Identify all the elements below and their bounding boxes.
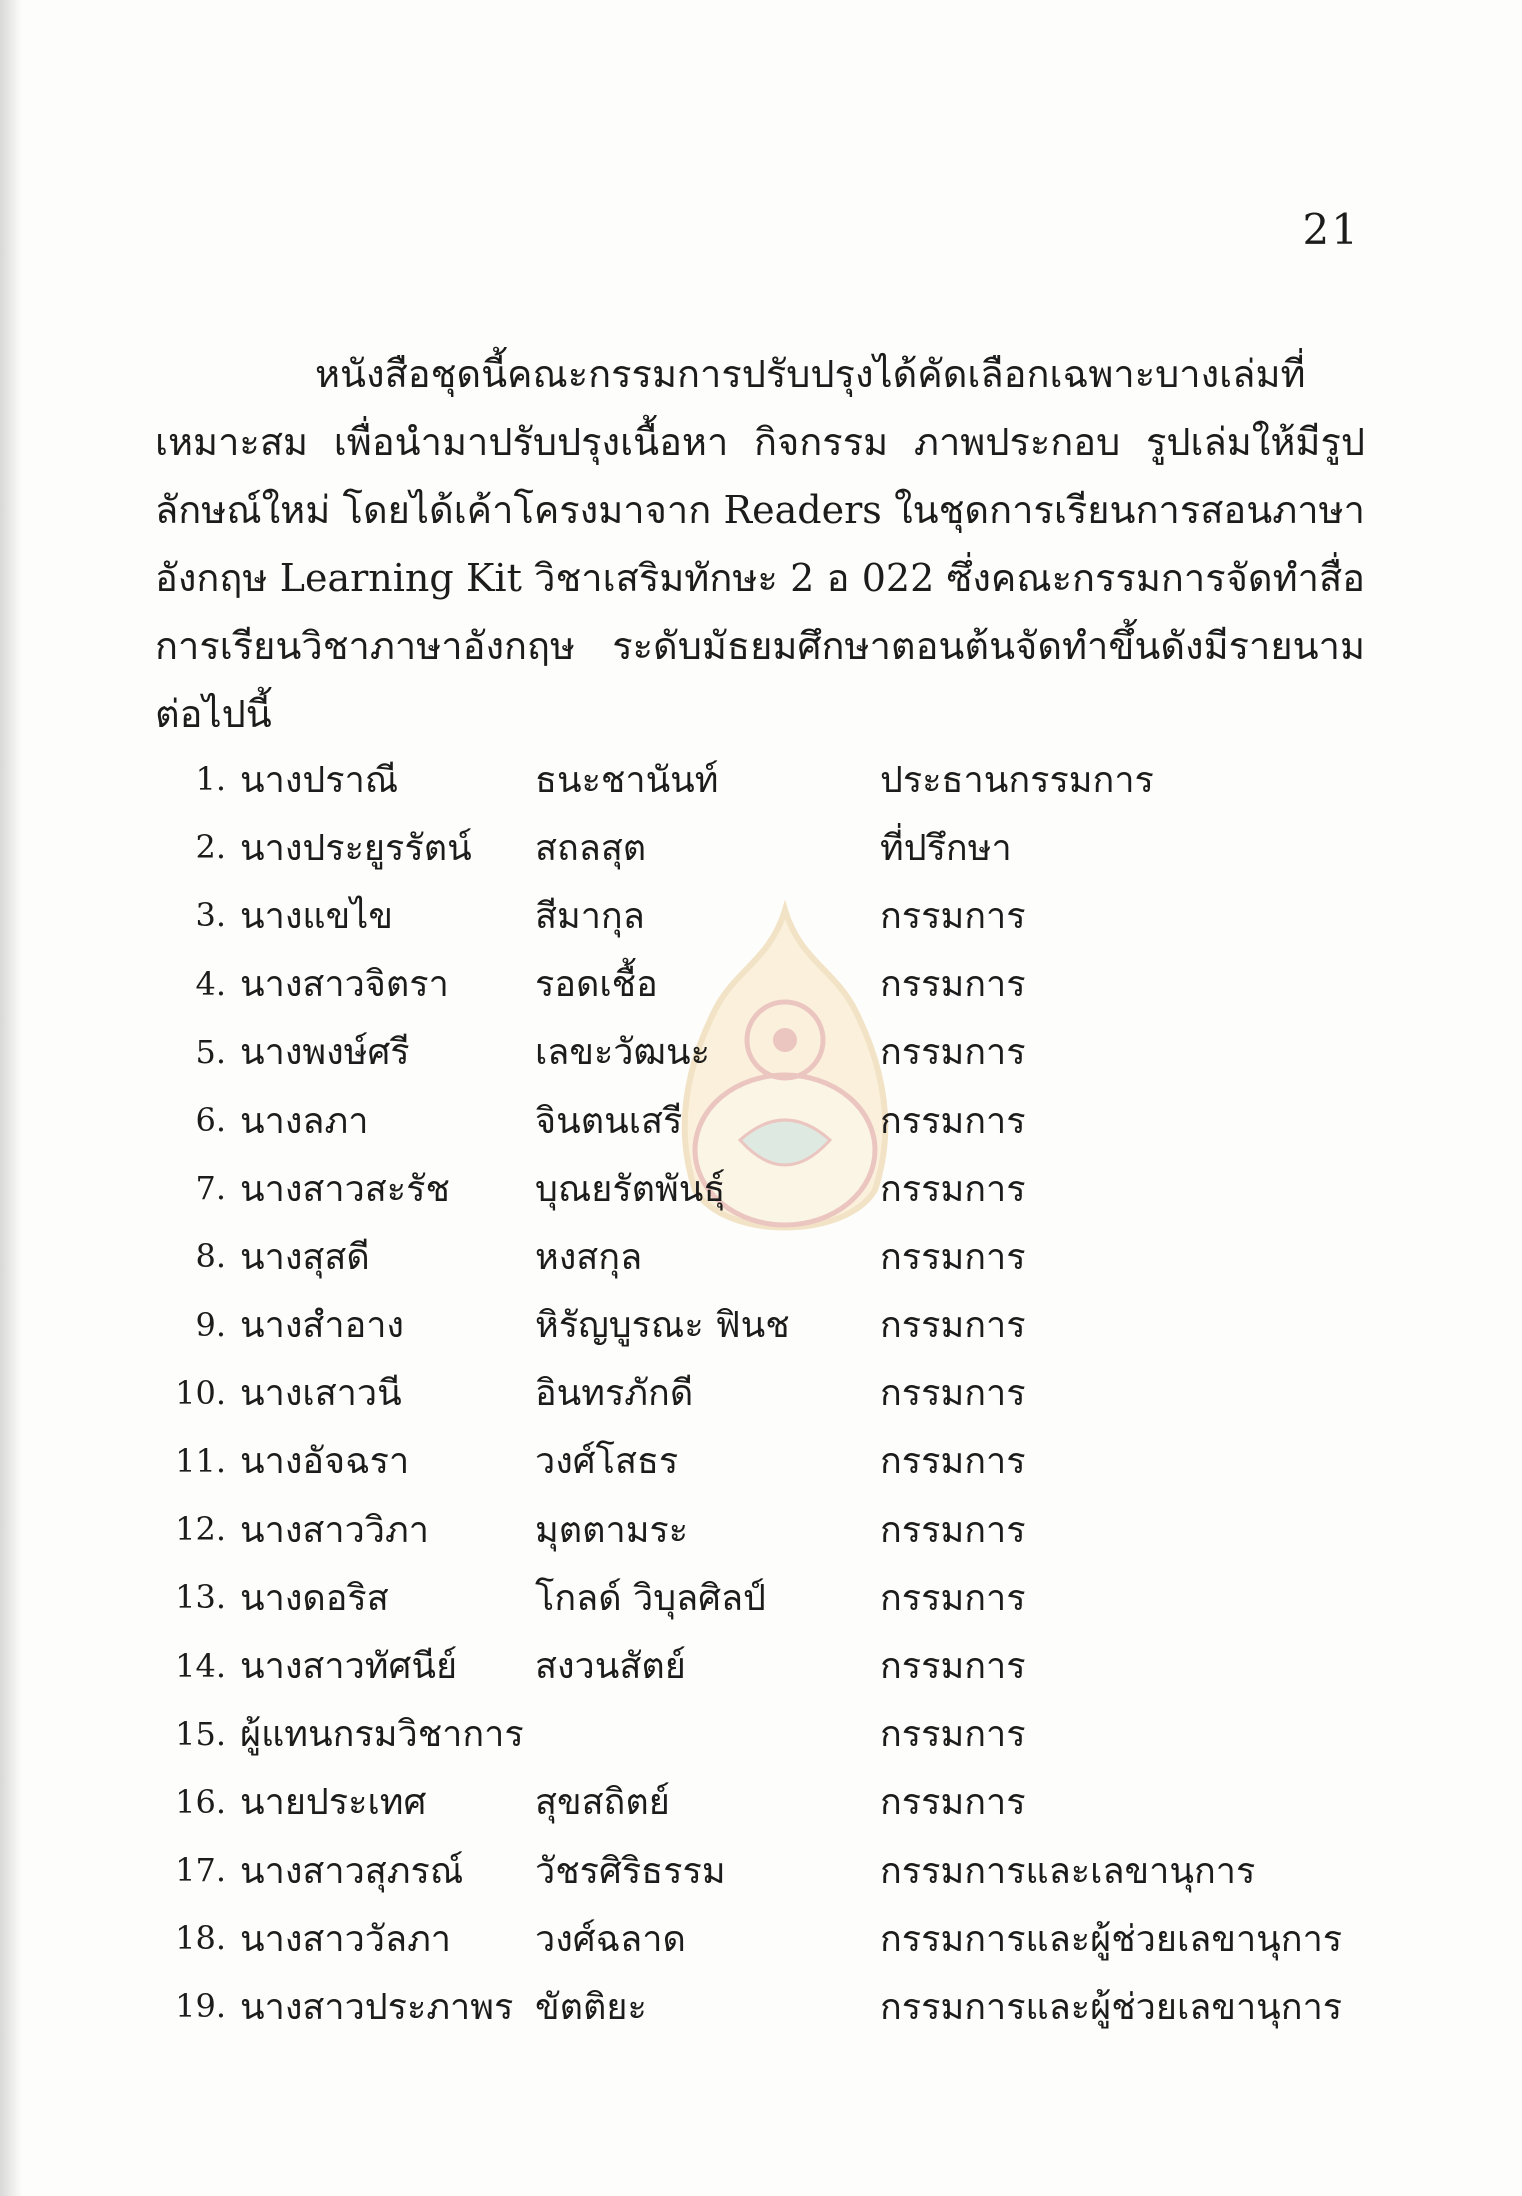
member-last-name: เลขะวัฒนะ [535,1032,710,1074]
committee-row [150,1359,1390,1427]
member-role: กรรมการ [880,1782,1026,1824]
member-first-name: นางสาวทัศนีย์ [240,1646,458,1688]
member-role: กรรมการ [880,1646,1026,1688]
member-role: กรรมการ [880,1236,1026,1278]
member-role: กรรมการ [880,1305,1026,1347]
member-last-name: วัชรศิริธรรม [535,1850,726,1892]
committee-row [150,881,1390,949]
page-binding-shadow [0,0,22,2196]
member-last-name: หงสกุล [535,1236,643,1278]
member-number: 16. [175,1782,226,1821]
member-last-name: ขัตติยะ [535,1986,647,2028]
member-first-name: นางเสาวนี [240,1373,402,1415]
member-number: 13. [175,1578,226,1617]
member-number: 18. [175,1919,226,1958]
member-role: กรรมการ [880,895,1026,937]
page-number: 21 [1302,205,1360,254]
member-role: กรรมการ [880,1577,1026,1619]
member-role: กรรมการ [880,1714,1026,1756]
member-first-name: นางสาวสุภรณ์ [240,1850,464,1892]
member-last-name: อินทรภักดี [535,1373,694,1415]
member-role: กรรมการและเลขานุการ [880,1850,1256,1892]
member-last-name: สงวนสัตย์ [535,1646,686,1688]
member-role: กรรมการ [880,1441,1026,1483]
member-first-name: นางปราณี [240,759,399,801]
committee-row [150,1563,1390,1631]
committee-row [150,1086,1390,1154]
member-role: กรรมการ [880,1373,1026,1415]
committee-row [150,813,1390,881]
member-role: กรรมการและผู้ช่วยเลขานุการ [880,1986,1343,2028]
member-role: กรรมการ [880,1032,1026,1074]
committee-row [150,1972,1390,2040]
committee-row [150,1768,1390,1836]
member-role: กรรมการ [880,1168,1026,1210]
member-last-name: รอดเชื้อ [535,964,658,1006]
member-first-name: นางดอริส [240,1577,389,1619]
committee-row [150,1222,1390,1290]
member-first-name: นางพงษ์ศรี [240,1032,410,1074]
member-last-name: สถลสุต [535,827,647,869]
member-number: 4. [195,964,226,1003]
committee-row [150,1631,1390,1699]
member-number: 6. [195,1101,226,1140]
member-role: ประธานกรรมการ [880,759,1154,801]
member-last-name: สุขสถิตย์ [535,1782,670,1824]
member-first-name: นายประเทศ [240,1782,427,1824]
member-first-name: นางสาววัลภา [240,1918,452,1960]
member-last-name: สีมากุล [535,895,645,937]
member-last-name: บุณยรัตพันธุ์ [535,1168,726,1210]
member-number: 19. [175,1987,226,2026]
committee-row [150,1154,1390,1222]
member-number: 5. [195,1032,226,1071]
committee-row [150,1904,1390,1972]
member-role: กรรมการ [880,964,1026,1006]
member-first-name: นางสาวประภาพร [240,1986,514,2028]
member-number: 12. [175,1510,226,1549]
member-number: 9. [195,1305,226,1344]
member-first-name: นางสาวจิตรา [240,964,449,1006]
committee-row [150,950,1390,1018]
member-first-name: นางลภา [240,1100,369,1142]
member-last-name: หิรัญบูรณะ ฟินช [535,1305,790,1347]
committee-row [150,1427,1390,1495]
member-first-name: นางสาวสะรัช [240,1168,450,1210]
member-number: 2. [195,828,226,867]
member-last-name: มุตตามระ [535,1509,689,1551]
member-number: 3. [195,896,226,935]
member-number: 11. [175,1441,226,1480]
member-role: กรรมการ [880,1509,1026,1551]
member-last-name: ธนะชานันท์ [535,759,719,801]
member-last-name: วงศ์โสธร [535,1441,679,1483]
committee-row [150,1291,1390,1359]
member-last-name: จินตนเสรี [535,1100,683,1142]
member-first-name: นางอัจฉรา [240,1441,410,1483]
member-last-name: วงศ์ฉลาด [535,1918,686,1960]
member-first-name: นางสาววิภา [240,1509,429,1551]
member-role: กรรมการและผู้ช่วยเลขานุการ [880,1918,1343,1960]
member-first-name: นางประยูรรัตน์ [240,827,472,869]
committee-row [150,1495,1390,1563]
member-first-name: นางแขไข [240,895,393,937]
member-first-name: นางสำอาง [240,1305,405,1347]
member-last-name: โกลด์ วิบุลศิลป์ [535,1577,766,1619]
member-first-name: ผู้แทนกรมวิชาการ [240,1714,524,1756]
member-number: 1. [195,760,226,799]
committee-row [150,1700,1390,1768]
member-role: กรรมการ [880,1100,1026,1142]
intro-paragraph: หนังสือชุดนี้คณะกรรมการปรับปรุงได้คัดเลือกเฉพาะบางเล่มที่เหมาะสม เพื่อนำมาปรับปรุงเนื้อหา กิจกรรม ภาพประกอบ รูปเล่มให้มีรูปลักษณ์ใหม่ โดยได้เค้าโครงมาจาก Readers ในชุดการเรียนการสอนภาษาอังกฤษ Learning Kit วิชาเสริมทักษะ 2 อ 022 ซึ่งคณะกรรมการจัดทำสื่อการเรียนวิชาภาษาอังกฤษ ระดับมัธยมศึกษาตอนต้นจัดทำขึ้นดังมีรายนามต่อไปนี้ [155,352,1365,736]
committee-list [150,745,1390,2041]
member-number: 10. [175,1373,226,1412]
member-number: 7. [195,1169,226,1208]
member-first-name: นางสุสดี [240,1236,370,1278]
member-role: ที่ปรึกษา [880,827,1012,869]
committee-row [150,1018,1390,1086]
member-number: 14. [175,1646,226,1685]
member-number: 15. [175,1714,226,1753]
committee-row [150,1836,1390,1904]
member-number: 17. [175,1851,226,1890]
committee-row [150,745,1390,813]
member-number: 8. [195,1237,226,1276]
